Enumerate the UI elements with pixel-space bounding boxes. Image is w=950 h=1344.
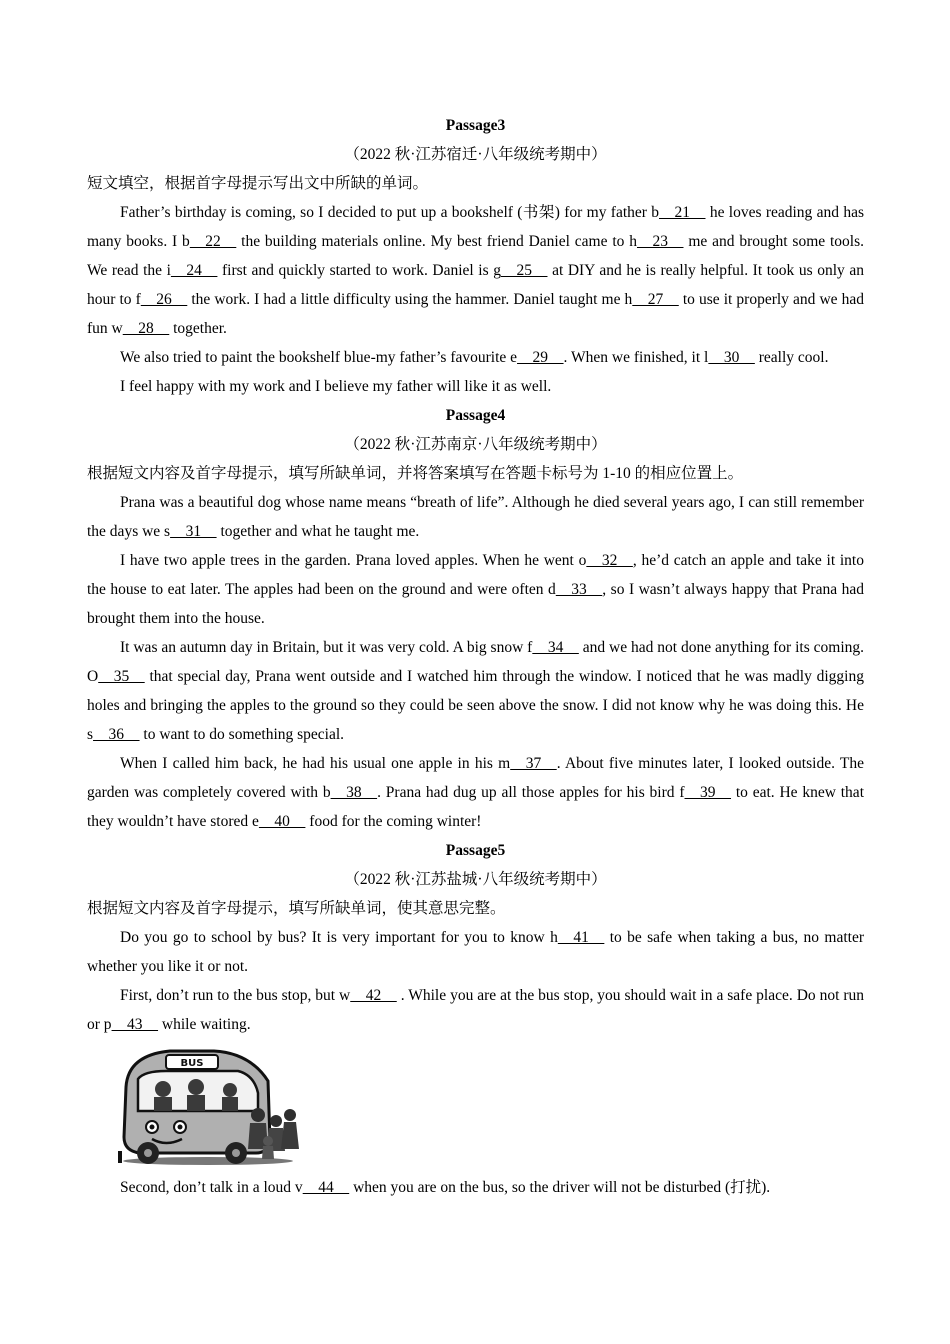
text-segment: me and brought some tools. We read the i [87,233,864,279]
text-segment: together and what he taught me. [216,523,420,540]
passage-title: Passage5 [445,842,506,859]
blank-44: 44 [302,1179,350,1196]
blank-33: 33 [555,581,603,598]
passage-4 [87,401,864,836]
paragraph [87,546,864,633]
text-segment: I have two apple trees in the garden. Prana loved apples. When he went o [120,552,587,569]
paragraph [87,923,864,981]
blank-37: 37 [510,755,557,772]
text-segment: to be safe when taking a bus, no matter whether you like it or not. [87,929,864,975]
blank-29: 29 [517,349,564,366]
blank-43: 43 [111,1016,159,1033]
paragraph [87,343,864,372]
blank-28: 28 [122,320,170,337]
blank-32: 32 [586,552,633,569]
paragraph [87,372,864,401]
blank-21: 21 [659,204,706,221]
text-segment: . Prana had dug up all those apples for his bird f [377,784,685,801]
text-segment: to use it properly and we had fun w [87,291,864,337]
bus-sign-text: BUS [180,1058,204,1069]
text-segment: . About five minutes later, I looked outside. The garden was completely covered with b [87,755,864,801]
text-segment: that special day, Prana went outside and I watched him through the window. I noticed that he was madly digging holes and bringing the apples to the ground so they could be seen above the snow. I did not know why he was doing this. He s [87,668,864,743]
text-segment: and we had not done anything for its coming. O [87,639,864,685]
passage-instruction: 根据短文内容及首字母提示，填写所缺单词，并将答案填写在答题卡标号为 1-10 的相应位置上。 [87,465,744,482]
blank-41: 41 [557,929,605,946]
text-segment: really cool. [754,349,829,366]
text-segment: When I called him back, he had his usual one apple in his m [120,755,511,772]
passage-source: （2022 秋·江苏盐城·八年级统考期中） [344,871,607,888]
text-segment: . While you are at the bus stop, you should wait in a safe place. Do not run or p [87,987,865,1033]
text-segment: to want to do something special. [139,726,345,743]
text-segment: together. [169,320,227,337]
passage-instruction: 短文填空，根据首字母提示写出文中所缺的单词。 [87,175,429,192]
text-segment: food for the coming winter! [305,813,482,830]
text-segment: at DIY and he is really helpful. It took us only an hour to f [87,262,864,308]
blank-23: 23 [636,233,684,250]
worksheet-page [87,111,864,1202]
bus-cartoon-icon [118,1045,303,1167]
text-segment: Do you go to school by bus? It is very important for you to know h [120,929,558,946]
text-segment: first and quickly started to work. Daniel is g [217,262,501,279]
passage-title: Passage3 [445,117,506,134]
paragraph [87,749,864,836]
text-segment: he loves reading and has many books. I b [87,204,864,250]
text-segment: to eat. He knew that they wouldn’t have stored e [87,784,864,830]
blank-31: 31 [170,523,217,540]
paragraph [87,981,864,1039]
paragraph [87,633,864,749]
blank-36: 36 [93,726,140,743]
blank-22: 22 [189,233,237,250]
blank-39: 39 [684,784,732,801]
text-segment: , so I wasn’t always happy that Prana had brought them into the house. [87,581,864,627]
text-segment: It was an autumn day in Britain, but it was very cold. A big snow f [120,639,533,656]
passage-title: Passage4 [445,407,506,424]
blank-35: 35 [98,668,145,685]
blank-38: 38 [330,784,378,801]
blank-42: 42 [350,987,397,1004]
blank-34: 34 [532,639,579,656]
paragraph [87,1173,864,1202]
paragraph [87,198,864,343]
paragraph [87,488,864,546]
text-segment: Second, don’t talk in a loud v [120,1179,303,1196]
passage-source: （2022 秋·江苏宿迁·八年级统考期中） [344,146,607,163]
blank-24: 24 [170,262,218,279]
passage-instruction: 根据短文内容及首字母提示，填写所缺单词，使其意思完整。 [87,900,506,917]
text-segment: We also tried to paint the bookshelf blue-my father’s favourite e [120,349,518,366]
text-segment: while waiting. [158,1016,251,1033]
text-segment: , he’d catch an apple and take it into the house to eat later. The apples had been on the ground and were often d [87,552,864,598]
text-segment: the building materials online. My best friend Daniel came to h [236,233,637,250]
passage-3 [87,111,864,401]
blank-30: 30 [708,349,755,366]
passage-5 [87,836,864,1202]
text-segment: when you are on the bus, so the driver will not be disturbed (打扰). [349,1179,771,1196]
text-segment: Father’s birthday is coming, so I decided to put up a bookshelf (书架) for my father b [120,204,659,221]
text-segment: First, don’t run to the bus stop, but w [120,987,351,1004]
passage-source: （2022 秋·江苏南京·八年级统考期中） [344,436,607,453]
text-segment: the work. I had a little difficulty using the hammer. Daniel taught me h [187,291,633,308]
bus-illustration [87,1039,864,1173]
blank-27: 27 [632,291,679,308]
blank-40: 40 [258,813,306,830]
blank-26: 26 [140,291,188,308]
text-segment: . When we finished, it l [563,349,709,366]
text-segment: I feel happy with my work and I believe my father will like it as well. [120,378,552,395]
text-segment: Prana was a beautiful dog whose name means “breath of life”. Although he died several years ago, I can still remember the days we s [87,494,864,540]
blank-25: 25 [500,262,548,279]
